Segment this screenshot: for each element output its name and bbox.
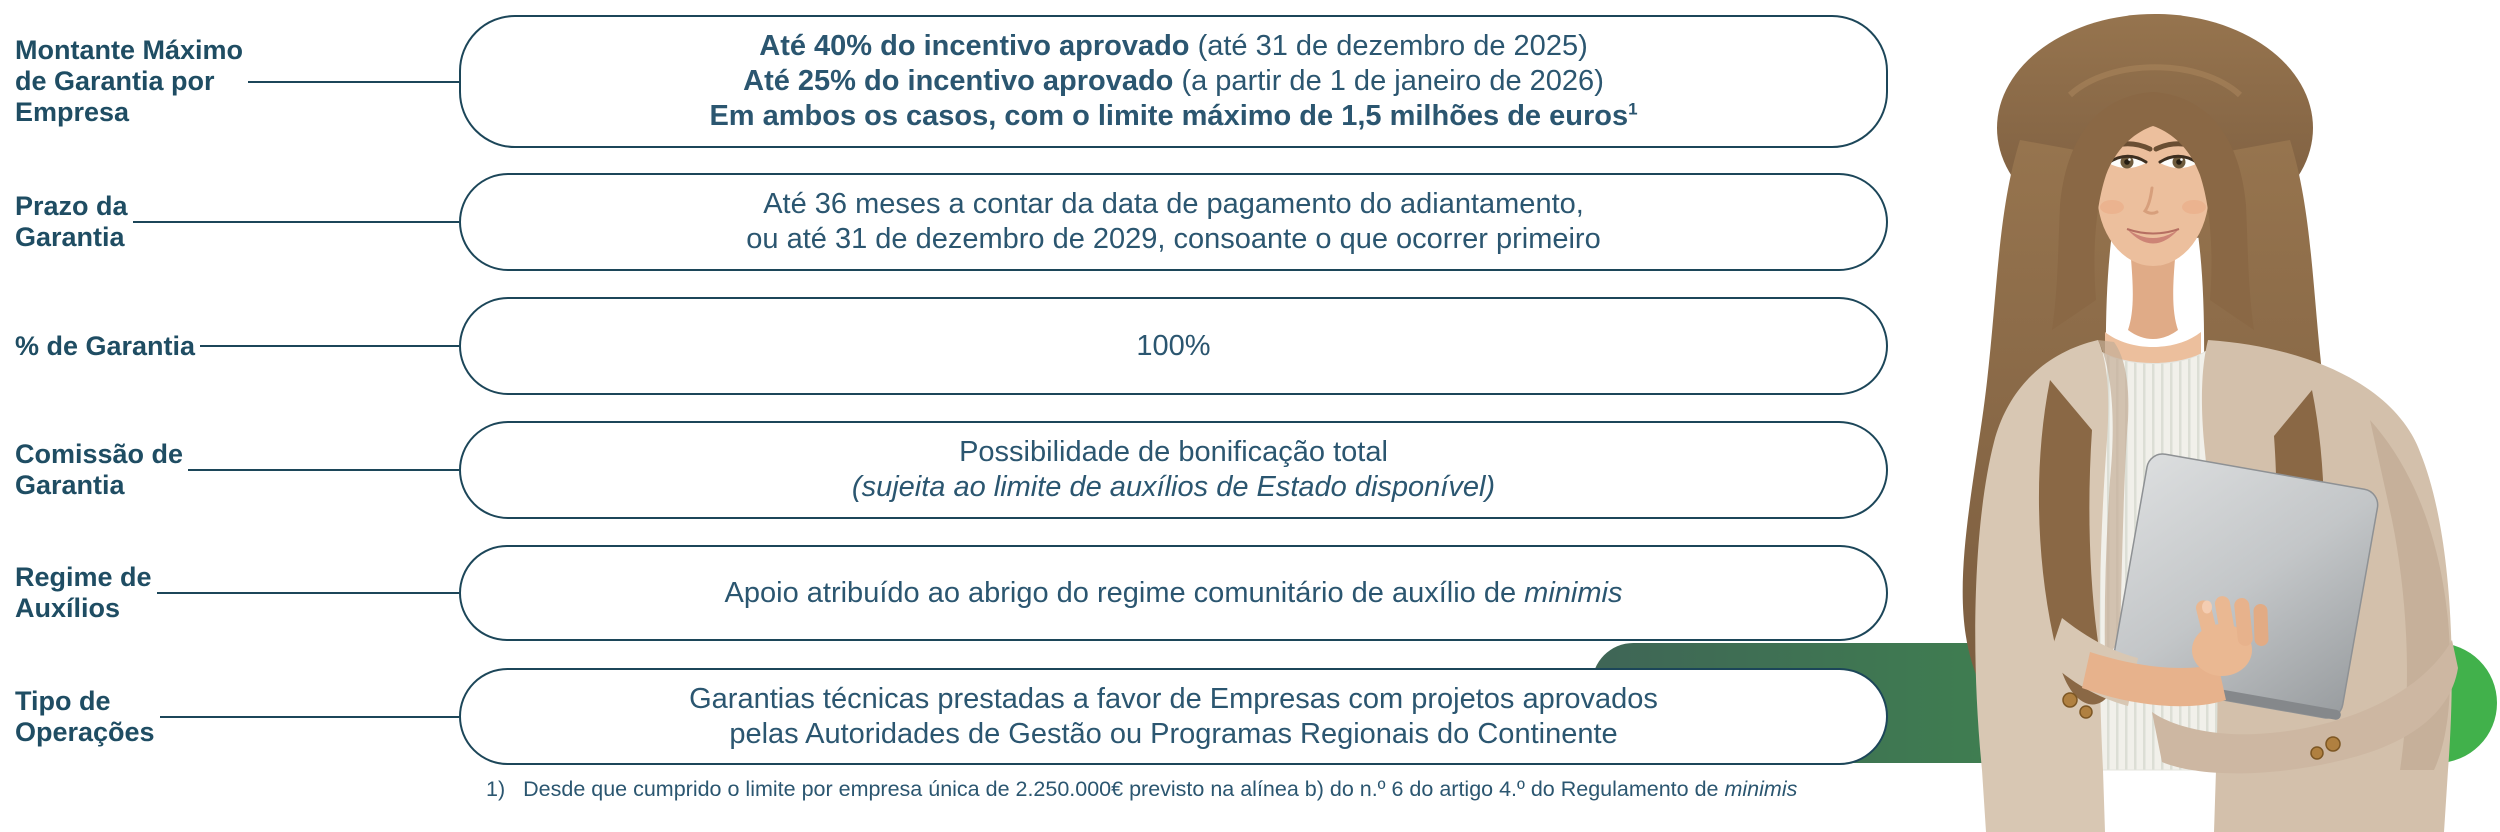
value-box (459, 545, 1888, 641)
row-prazo-garantia (15, 173, 1888, 271)
text-segment: (sujeita ao limite de auxílios de Estado disponível) (851, 471, 1496, 503)
row-regime-auxilios (15, 545, 1888, 641)
businesswoman-photo (1900, 0, 2500, 832)
text-segment: Até 36 meses a contar da data de pagamento do adiantamento, (763, 188, 1584, 220)
text-segment: ou até 31 de dezembro de 2029, consoante o que ocorrer primeiro (746, 223, 1601, 255)
connector-line (248, 81, 459, 83)
row-label (15, 331, 200, 362)
value-box (459, 668, 1888, 765)
value-box (459, 297, 1888, 395)
text-segment: minimis (1524, 576, 1623, 609)
row-label-line: Operações (15, 716, 155, 747)
row-label-line: Garantia (15, 470, 125, 500)
row-label (15, 191, 133, 253)
connector-line (200, 345, 459, 347)
text-segment: (a partir de 1 de janeiro de 2026) (1173, 65, 1604, 97)
row-label (15, 439, 188, 501)
row-label-line: Prazo da (15, 191, 128, 221)
text-segment: Até 25% do incentivo aprovado (743, 65, 1174, 97)
connector-line (157, 592, 459, 594)
text-segment: Possibilidade de bonificação total (959, 436, 1388, 468)
text-segment: Apoio atribuído ao abrigo do regime comunitário de auxílio de (724, 576, 1525, 609)
row-tipo-operacoes (15, 668, 1888, 765)
box-text-line (763, 187, 1584, 222)
row-comissao-garantia (15, 421, 1888, 519)
connector-line (133, 221, 459, 223)
box-text-line (959, 435, 1388, 470)
row-label-line: Montante Máximo (15, 35, 244, 65)
value-box (459, 421, 1888, 519)
footnote-marker: 1) (486, 777, 506, 801)
row-label-line: Garantia (15, 222, 125, 252)
row-label (15, 562, 157, 624)
text-segment: (até 31 de dezembro de 2025) (1189, 30, 1588, 62)
row-label-line: Empresa (15, 97, 130, 127)
box-text-line (746, 222, 1600, 257)
value-box (459, 173, 1888, 271)
row-label-line: Comissão de (15, 439, 184, 469)
row-label (15, 686, 160, 748)
box-text-line (1136, 329, 1210, 364)
box-text-line (729, 717, 1617, 752)
value-box (459, 15, 1888, 148)
text-segment: Até 40% do incentivo aprovado (759, 30, 1190, 62)
text-segment: Garantias técnicas prestadas a favor de Empresas com projetos aprovados (689, 682, 1658, 715)
text-segment: Em ambos os casos, com o limite máximo de 1,5 milhões de euros (709, 100, 1629, 132)
box-text-line (709, 99, 1637, 134)
box-text-line (852, 470, 1495, 505)
box-text-line (743, 64, 1604, 99)
row-label-line: Auxílios (15, 593, 121, 623)
connector-line (188, 469, 459, 471)
row-label (15, 35, 248, 128)
text-segment: minimis (1724, 777, 1798, 801)
box-text-line (689, 682, 1658, 717)
box-text-line (759, 29, 1587, 64)
box-text-line (725, 576, 1623, 611)
text-segment: Desde que cumprido o limite por empresa única de 2.250.000€ previsto na alínea b) do n.º 6 do artigo 4.º do Regulamento de (523, 777, 1725, 801)
row-montante-maximo (15, 15, 1888, 148)
row-label-line: % de Garantia (15, 330, 196, 361)
footnote-reference: 1 (1628, 99, 1638, 119)
row-label-line: Regime de (15, 562, 152, 592)
row-percent-garantia (15, 297, 1888, 395)
footnote (486, 776, 1797, 802)
connector-line (160, 716, 459, 718)
footnote-text (523, 776, 1797, 802)
text-segment: 100% (1136, 329, 1211, 362)
row-label-line: de Garantia por (15, 66, 215, 96)
text-segment: pelas Autoridades de Gestão ou Programas Regionais do Continente (729, 717, 1618, 750)
row-label-line: Tipo de (15, 685, 111, 716)
